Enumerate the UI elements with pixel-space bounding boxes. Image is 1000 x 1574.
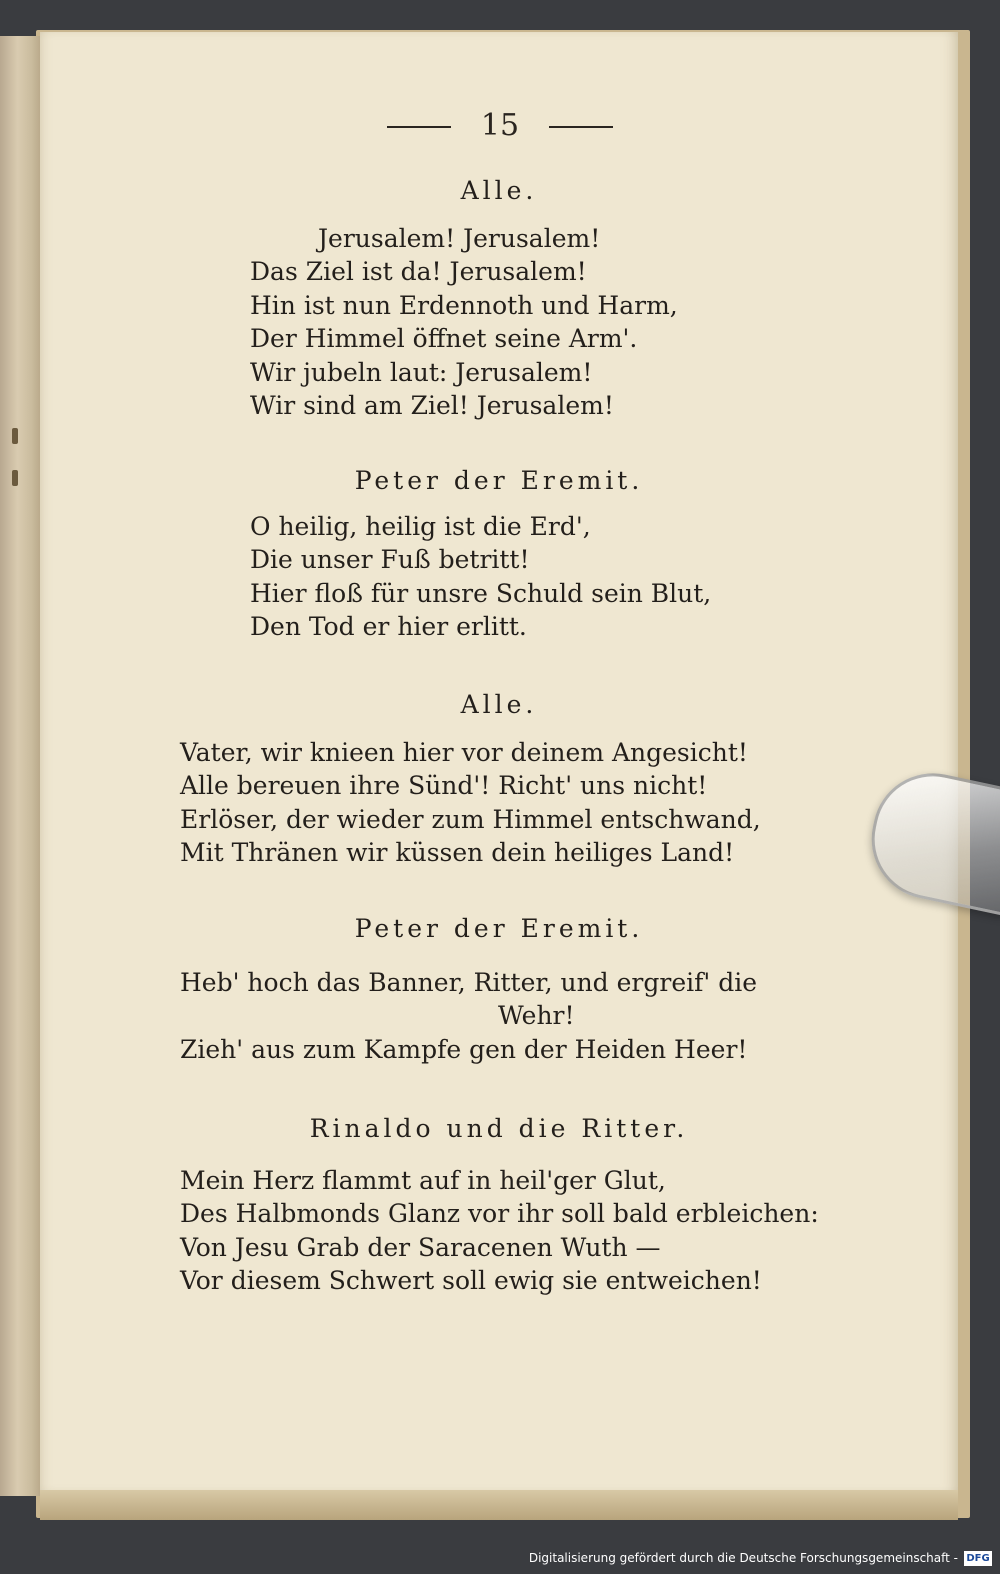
verse-line: O heilig, heilig ist die Erd', (250, 512, 591, 541)
verse-block (180, 966, 757, 1066)
verse-line: Wir jubeln laut: Jerusalem! (250, 357, 593, 387)
verse-line: Des Halbmonds Glanz vor ihr soll bald erbleichen: (180, 1199, 819, 1229)
verse-line: Mein Herz flammt auf in heil'ger Glut, (180, 1166, 666, 1195)
verse-line: Wir sind am Ziel! Jerusalem! (250, 391, 614, 421)
binding-mark (12, 470, 18, 486)
verse-line: Der Himmel öffnet seine Arm'. (250, 324, 638, 354)
page-header (0, 108, 1000, 143)
verse-line: Von Jesu Grab der Saracenen Wuth — (180, 1232, 661, 1262)
page-number: 15 (480, 108, 520, 143)
verse-line: Heb' hoch das Banner, Ritter, und ergreif' die (180, 968, 757, 997)
verse-line: Hin ist nun Erdennoth und Harm, (250, 290, 678, 320)
header-rule-right (549, 126, 613, 128)
speaker-heading: Peter der Eremit. (354, 914, 644, 943)
dfg-logo: DFG (964, 1551, 992, 1566)
verse-line: Jerusalem! Jerusalem! (318, 224, 601, 253)
verse-line: Erlöser, der wieder zum Himmel entschwand, (180, 804, 761, 834)
verse-block (250, 510, 711, 644)
verse-line: Den Tod er hier erlitt. (250, 612, 527, 642)
verse-line: Zieh' aus zum Kampfe gen der Heiden Heer! (180, 1034, 748, 1064)
verse-block (180, 736, 761, 870)
verse-block (250, 222, 678, 422)
verse-line: Die unser Fuß betritt! (250, 545, 530, 575)
verse-line: Hier floß für unsre Schuld sein Blut, (250, 578, 712, 608)
speaker-heading: Alle. (460, 176, 538, 205)
verse-line: Vor diesem Schwert soll ewig sie entweichen! (180, 1266, 762, 1296)
verse-block (180, 1164, 819, 1298)
verse-line: Das Ziel ist da! Jerusalem! (250, 257, 587, 287)
verse-line: Vater, wir knieen hier vor deinem Angesicht! (180, 738, 748, 767)
digitization-credit: Digitalisierung gefördert durch die Deutsche Forschungsgemeinschaft - (528, 1551, 958, 1565)
speaker-heading: Alle. (460, 690, 538, 719)
verse-line-continuation: Wehr! (498, 1001, 575, 1031)
speaker-heading: Peter der Eremit. (354, 466, 644, 495)
binding-mark (12, 428, 18, 444)
page-stack-edge (40, 1490, 958, 1520)
verse-line: Alle bereuen ihre Sünd'! Richt' uns nicht! (180, 771, 708, 801)
header-rule-left (387, 126, 451, 128)
speaker-heading: Rinaldo und die Ritter. (309, 1114, 689, 1143)
book-spine (0, 36, 45, 1496)
verse-line: Mit Thränen wir küssen dein heiliges Land! (180, 838, 735, 868)
